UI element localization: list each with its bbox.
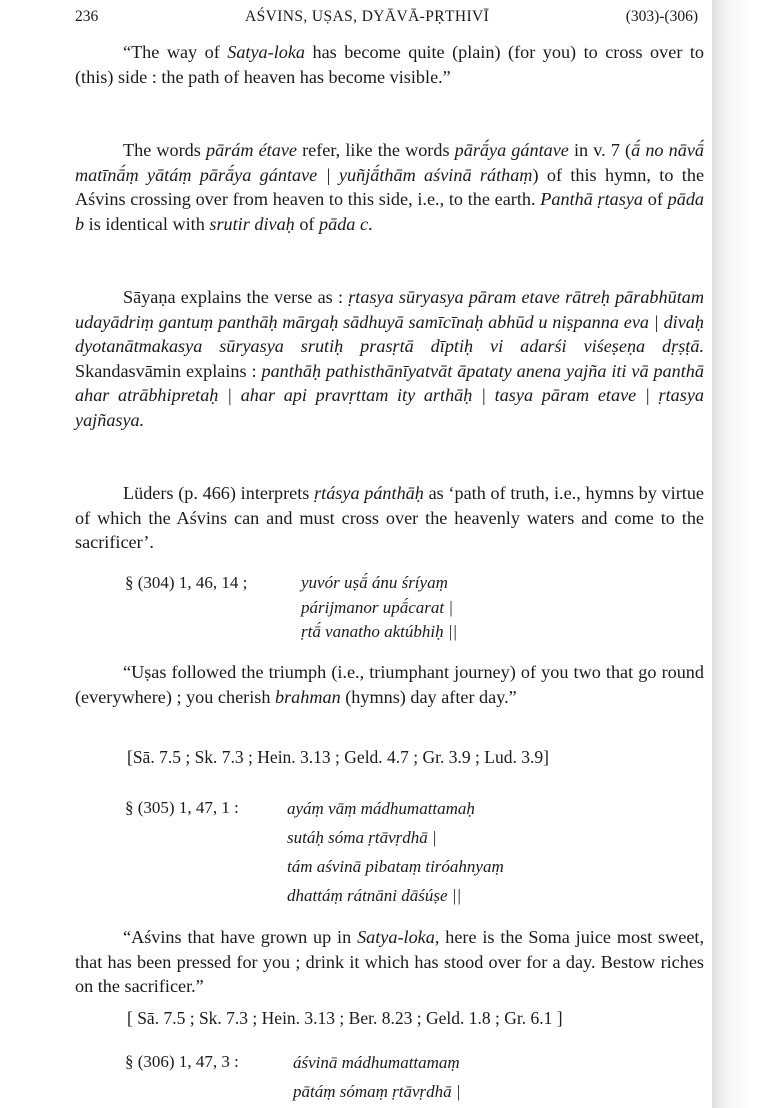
running-title: AŚVINS, UṢAS, DYĀVĀ-PṚTHIVĪ — [245, 8, 490, 25]
verse-reference: § (304) 1, 46, 14 ; — [125, 573, 248, 592]
paragraph-sayana-commentary: Sāyaṇa explains the verse as : ṛtasya sūryasya pāram etave rātreḥ pārabhūtam udayādriṃ gantuṃ panthāḥ mārgaḥ sādhuyā samīcīnaḥ abhūd u niṣpanna eva | divaḥ dyotanātmakasya sūryasya srutiḥ prasṛtā dīptiḥ vi adarśi viśeṣeṇa dṛṣṭā. Skandasvāmin explains : panthāḥ pathisthānīyatvāt āpataty anena yajña iti vā panthā ahar atrābhipretaḥ | ahar api pravṛttam ity arthāḥ | tasya pāram etave | ṛtasya yajñasya. — [75, 287, 704, 430]
verse-line: dhattáṃ rátnāni dāśúṣe || — [287, 886, 462, 905]
citation-list-304: [Sā. 7.5 ; Sk. 7.3 ; Hein. 3.13 ; Geld. 4.7 ; Gr. 3.9 ; Lud. 3.9] — [127, 747, 549, 767]
running-header — [75, 5, 704, 29]
verse-line: pātáṃ sómaṃ ṛtāvṛdhā | — [293, 1082, 461, 1101]
verse-line: ayáṃ vāṃ mádhumattamaḥ — [287, 799, 475, 818]
verse-line: áśvinā mádhumattamaṃ — [293, 1053, 460, 1072]
paragraph-translation-304: “Uṣas followed the triumph (i.e., triumphant journey) of you two that go round (everywhere) ; you cherish brahman (hymns) day after day.” — [75, 662, 704, 707]
section-range: (303)-(306) — [625, 8, 698, 25]
page-gutter-shadow — [712, 0, 780, 1108]
paragraph-translation-305: “Aśvins that have grown up in Satya-loka, here is the Soma juice most sweet, that has been pressed for you ; drink it which has stood over for a day. Bestow riches on the sacrificer.” — [75, 927, 705, 997]
paragraph-luders-interpretation: Lüders (p. 466) interprets ṛtásya pánthāḥ as ‘path of truth, i.e., hymns by virtue of which the Aśvins can and must cross over the heavenly waters and come to the sacrificer’. — [75, 483, 704, 553]
verse-reference: § (306) 1, 47, 3 : — [125, 1052, 239, 1071]
paragraph-commentary-words: The words pārám étave refer, like the words pārā́ya gántave in v. 7 (ā́ no nāvā́ matīnā́ṃ yātáṃ pārā́ya gántave | yuñjā́thām aśvinā ráthaṃ) of this hymn, to the Aśvins crossing over from heaven to this side, i.e., to the earth. Panthā ṛtasya of pāda b is identical with srutir divaḥ of pāda c. — [75, 140, 705, 234]
page-number: 236 — [75, 8, 99, 25]
verse-line: yuvór uṣā́ ánu śríyaṃ — [301, 573, 448, 592]
verse-line: párijmanor upā́carat | — [301, 597, 454, 617]
verse-line: ṛtā́ vanatho aktúbhiḥ || — [301, 622, 458, 641]
verse-line: tám aśvinā pibataṃ tiróahnyaṃ — [287, 857, 504, 876]
verse-line: sutáḥ sóma ṛtāvṛdhā | — [287, 828, 437, 847]
citation-list-305: [ Sā. 7.5 ; Sk. 7.3 ; Hein. 3.13 ; Ber. 8.23 ; Geld. 1.8 ; Gr. 6.1 ] — [127, 1008, 563, 1028]
verse-reference: § (305) 1, 47, 1 : — [125, 798, 239, 817]
paragraph-translation-303: “The way of Satya-loka has become quite (plain) (for you) to cross over to (this) side : the path of heaven has become visible.” — [75, 42, 704, 87]
